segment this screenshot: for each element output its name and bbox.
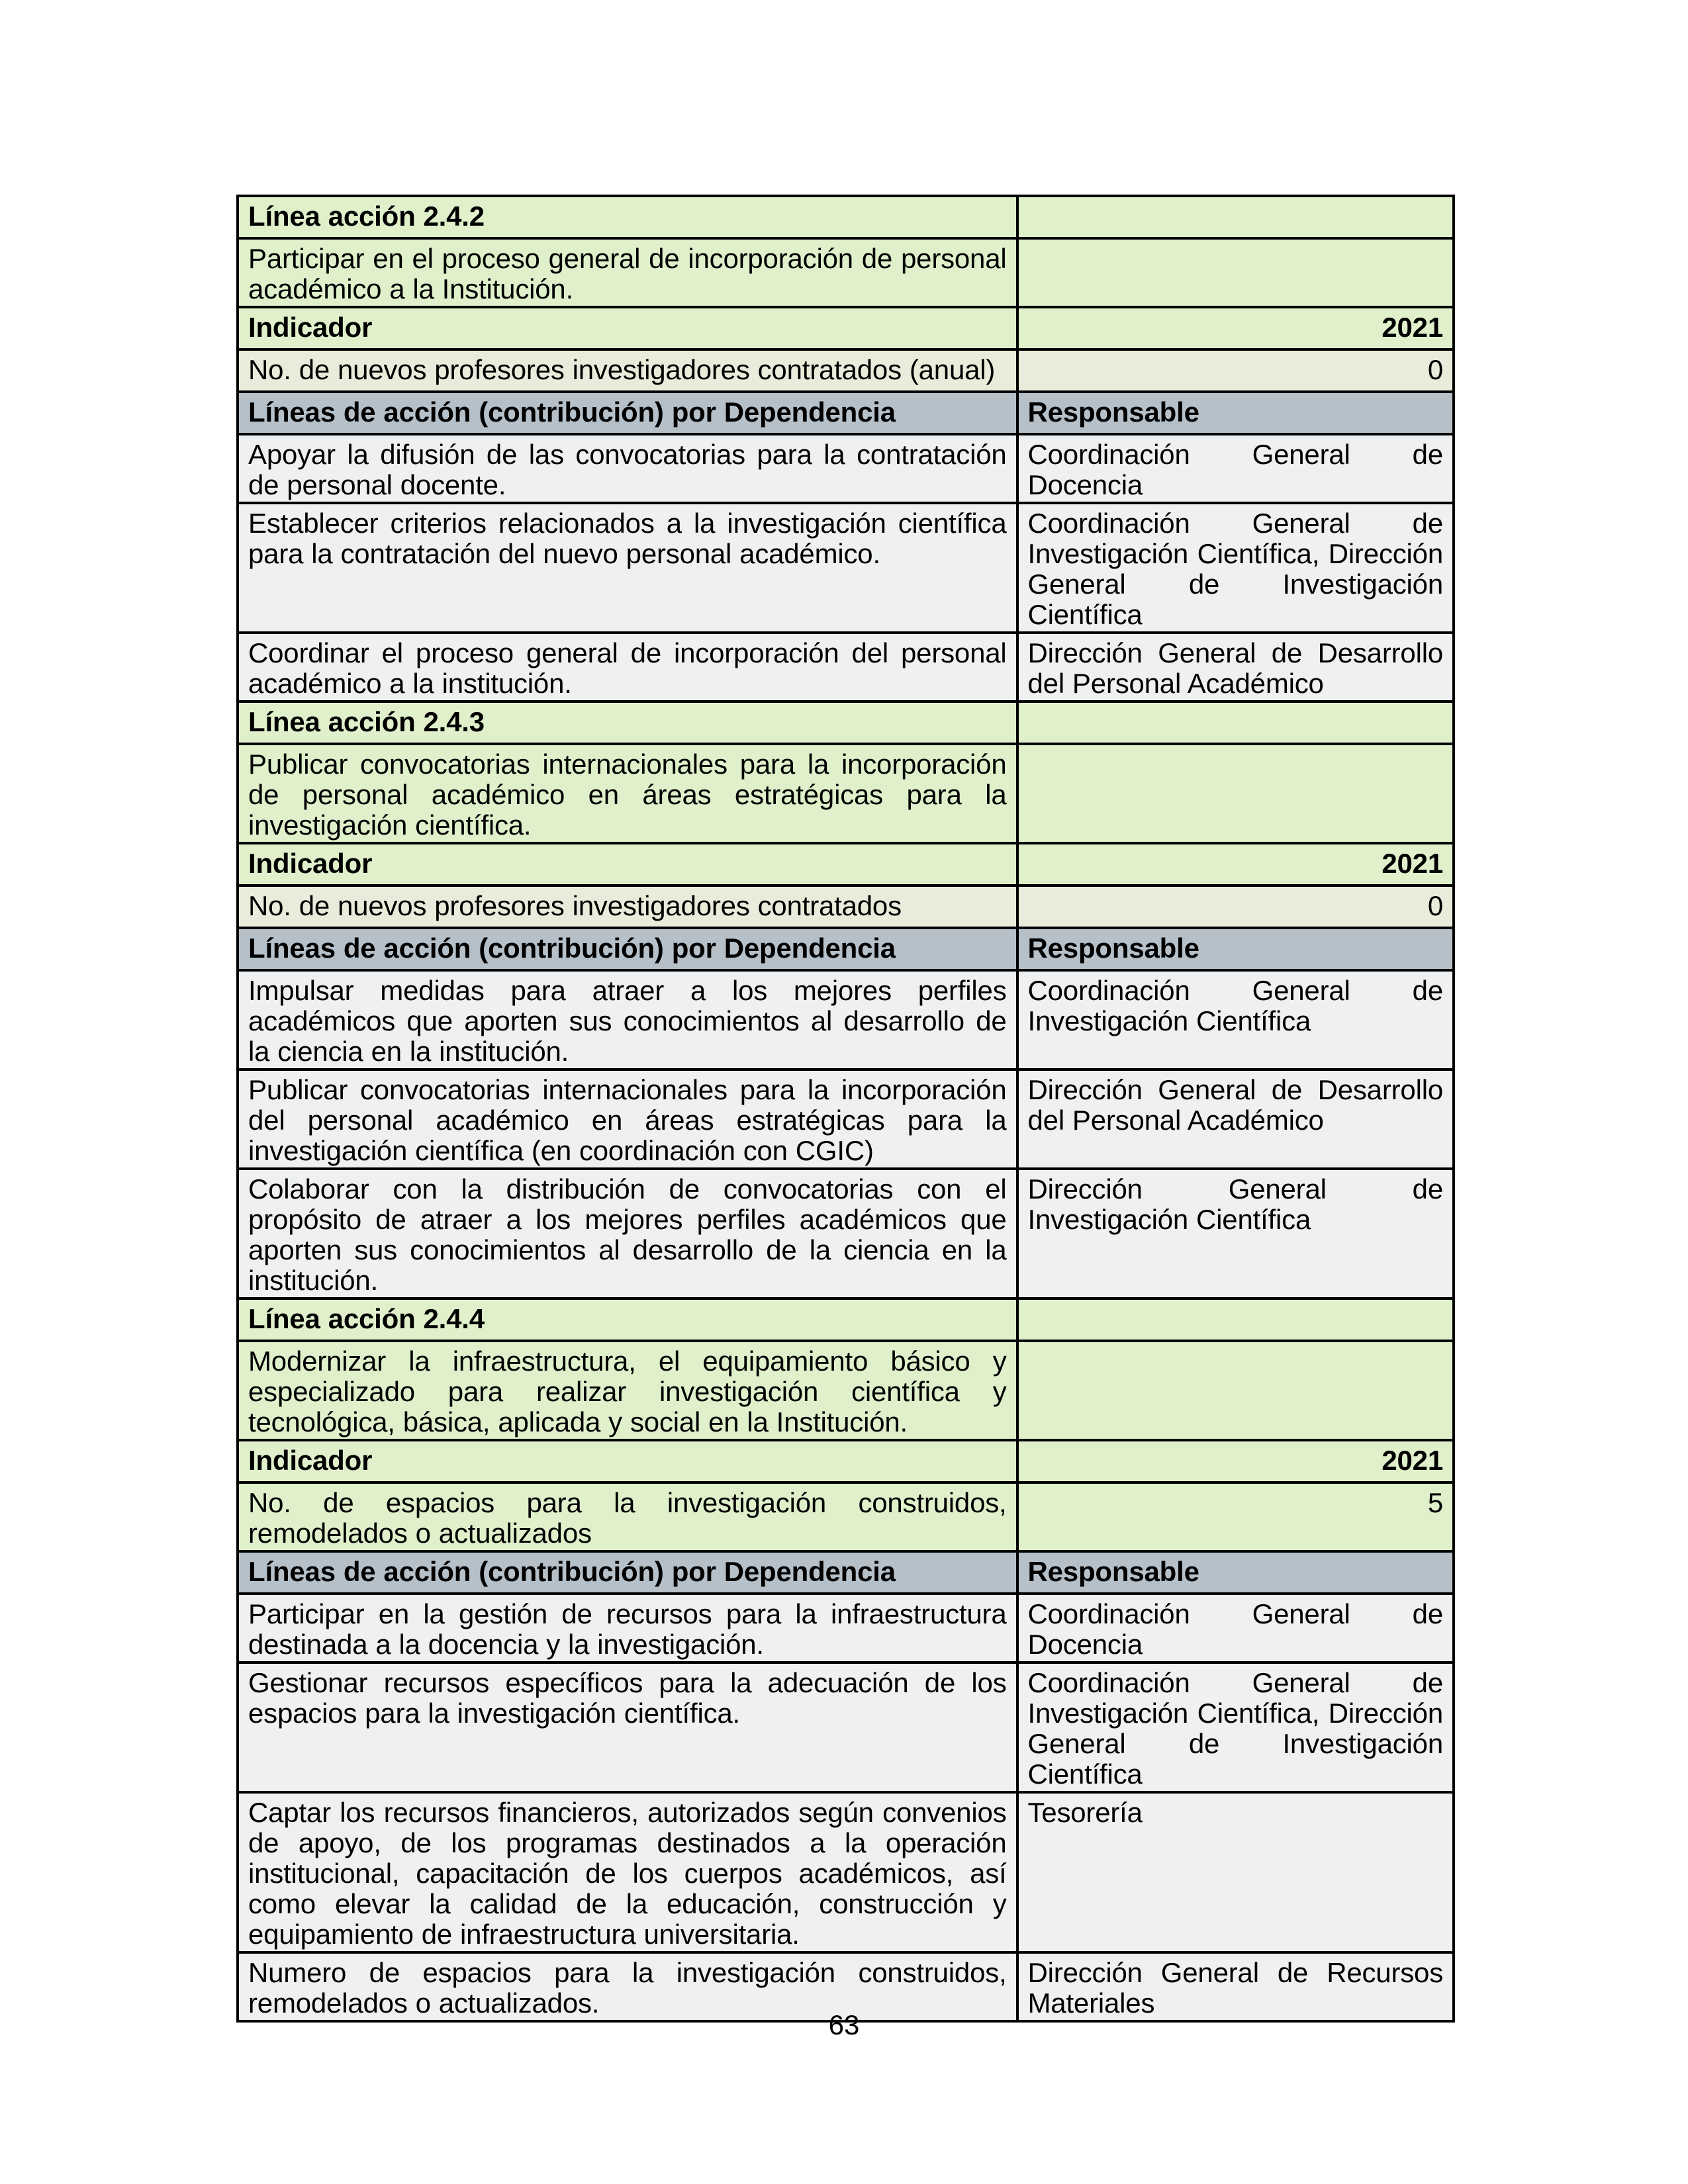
- table-row: [238, 744, 1454, 843]
- table-row: [238, 434, 1454, 503]
- table-row: [238, 1482, 1454, 1551]
- content-left-cell: Coordinar el proceso general de incorporación del personal académico a la institución.: [238, 633, 1017, 702]
- table-row: [238, 1662, 1454, 1792]
- content-left-cell: Publicar convocatorias internacionales para la incorporación del personal académico en áreas estratégicas para la investigación científica (en coordinación con CGIC): [238, 1069, 1017, 1169]
- content-right-cell: Tesorería: [1017, 1792, 1454, 1952]
- content-right-cell: Coordinación General de Investigación Científica, Dirección General de Investigación Científica: [1017, 503, 1454, 633]
- action-lines-table-container: [236, 195, 1455, 2023]
- content-right-cell: Coordinación General de Docencia: [1017, 434, 1454, 503]
- content-left-cell: Numero de espacios para la investigación construidos, remodelados o actualizados.: [238, 1952, 1017, 2021]
- table-row: [238, 843, 1454, 886]
- table-row: [238, 970, 1454, 1069]
- indicator-right-cell: 2021: [1017, 307, 1454, 349]
- table-row: [238, 928, 1454, 970]
- section-right-cell: [1017, 1298, 1454, 1341]
- colhead-right-cell: Responsable: [1017, 392, 1454, 434]
- section-right-cell: [1017, 196, 1454, 238]
- content-left-cell: Establecer criterios relacionados a la investigación científica para la contratación del nuevo personal académico.: [238, 503, 1017, 633]
- desc-right-cell: [1017, 1341, 1454, 1440]
- content-right-cell: Dirección General de Investigación Científica: [1017, 1169, 1454, 1298]
- content-right-cell: Coordinación General de Docencia: [1017, 1594, 1454, 1662]
- table-row: [238, 633, 1454, 702]
- section-left-cell: Línea acción 2.4.2: [238, 196, 1017, 238]
- content-right-cell: Dirección General de Desarrollo del Personal Académico: [1017, 633, 1454, 702]
- value-right-cell: 5: [1017, 1482, 1454, 1551]
- content-left-cell: Colaborar con la distribución de convocatorias con el propósito de atraer a los mejores perfiles académicos que aporten sus conocimientos al desarrollo de la ciencia en la institución.: [238, 1169, 1017, 1298]
- colhead-left-cell: Líneas de acción (contribución) por Dependencia: [238, 1551, 1017, 1594]
- desc-left-cell: Participar en el proceso general de incorporación de personal académico a la Institución.: [238, 238, 1017, 307]
- table-row: [238, 349, 1454, 392]
- table-row: [238, 1594, 1454, 1662]
- colhead-left-cell: Líneas de acción (contribución) por Dependencia: [238, 392, 1017, 434]
- content-left-cell: Captar los recursos financieros, autorizados según convenios de apoyo, de los programas destinados a la operación institucional, capacitación de los cuerpos académicos, así como elevar la calidad de la educación, construcción y equipamiento de infraestructura universitaria.: [238, 1792, 1017, 1952]
- indicator-right-cell: 2021: [1017, 1440, 1454, 1482]
- section-left-cell: Línea acción 2.4.4: [238, 1298, 1017, 1341]
- table-row: [238, 196, 1454, 238]
- table-row: [238, 1792, 1454, 1952]
- content-left-cell: Gestionar recursos específicos para la adecuación de los espacios para la investigación científica.: [238, 1662, 1017, 1792]
- table-row: [238, 1169, 1454, 1298]
- content-right-cell: Dirección General de Desarrollo del Personal Académico: [1017, 1069, 1454, 1169]
- indicator-right-cell: 2021: [1017, 843, 1454, 886]
- content-left-cell: Apoyar la difusión de las convocatorias para la contratación de personal docente.: [238, 434, 1017, 503]
- action-lines-table: [236, 195, 1455, 2023]
- value-left-cell: No. de nuevos profesores investigadores contratados: [238, 886, 1017, 928]
- table-row: [238, 1551, 1454, 1594]
- content-right-cell: Dirección General de Recursos Materiales: [1017, 1952, 1454, 2021]
- content-right-cell: Coordinación General de Investigación Científica, Dirección General de Investigación Científica: [1017, 1662, 1454, 1792]
- value-right-cell: 0: [1017, 886, 1454, 928]
- section-right-cell: [1017, 702, 1454, 744]
- colhead-left-cell: Líneas de acción (contribución) por Dependencia: [238, 928, 1017, 970]
- indicator-left-cell: Indicador: [238, 307, 1017, 349]
- content-right-cell: Coordinación General de Investigación Científica: [1017, 970, 1454, 1069]
- desc-left-cell: Publicar convocatorias internacionales para la incorporación de personal académico en áreas estratégicas para la investigación científica.: [238, 744, 1017, 843]
- content-left-cell: Participar en la gestión de recursos para la infraestructura destinada a la docencia y la investigación.: [238, 1594, 1017, 1662]
- indicator-left-cell: Indicador: [238, 1440, 1017, 1482]
- value-left-cell: No. de nuevos profesores investigadores contratados (anual): [238, 349, 1017, 392]
- indicator-left-cell: Indicador: [238, 843, 1017, 886]
- table-row: [238, 503, 1454, 633]
- section-left-cell: Línea acción 2.4.3: [238, 702, 1017, 744]
- content-left-cell: Impulsar medidas para atraer a los mejores perfiles académicos que aporten sus conocimientos al desarrollo de la ciencia en la institución.: [238, 970, 1017, 1069]
- colhead-right-cell: Responsable: [1017, 1551, 1454, 1594]
- table-row: [238, 1440, 1454, 1482]
- value-left-cell: No. de espacios para la investigación construidos, remodelados o actualizados: [238, 1482, 1017, 1551]
- colhead-right-cell: Responsable: [1017, 928, 1454, 970]
- page-number: 63: [828, 2009, 860, 2040]
- table-row: [238, 1298, 1454, 1341]
- value-right-cell: 0: [1017, 349, 1454, 392]
- desc-right-cell: [1017, 238, 1454, 307]
- table-row: [238, 886, 1454, 928]
- table-row: [238, 392, 1454, 434]
- desc-right-cell: [1017, 744, 1454, 843]
- table-row: [238, 1341, 1454, 1440]
- table-row: [238, 238, 1454, 307]
- table-row: [238, 702, 1454, 744]
- desc-left-cell: Modernizar la infraestructura, el equipamiento básico y especializado para realizar investigación científica y tecnológica, básica, aplicada y social en la Institución.: [238, 1341, 1017, 1440]
- table-row: [238, 1069, 1454, 1169]
- table-row: [238, 307, 1454, 349]
